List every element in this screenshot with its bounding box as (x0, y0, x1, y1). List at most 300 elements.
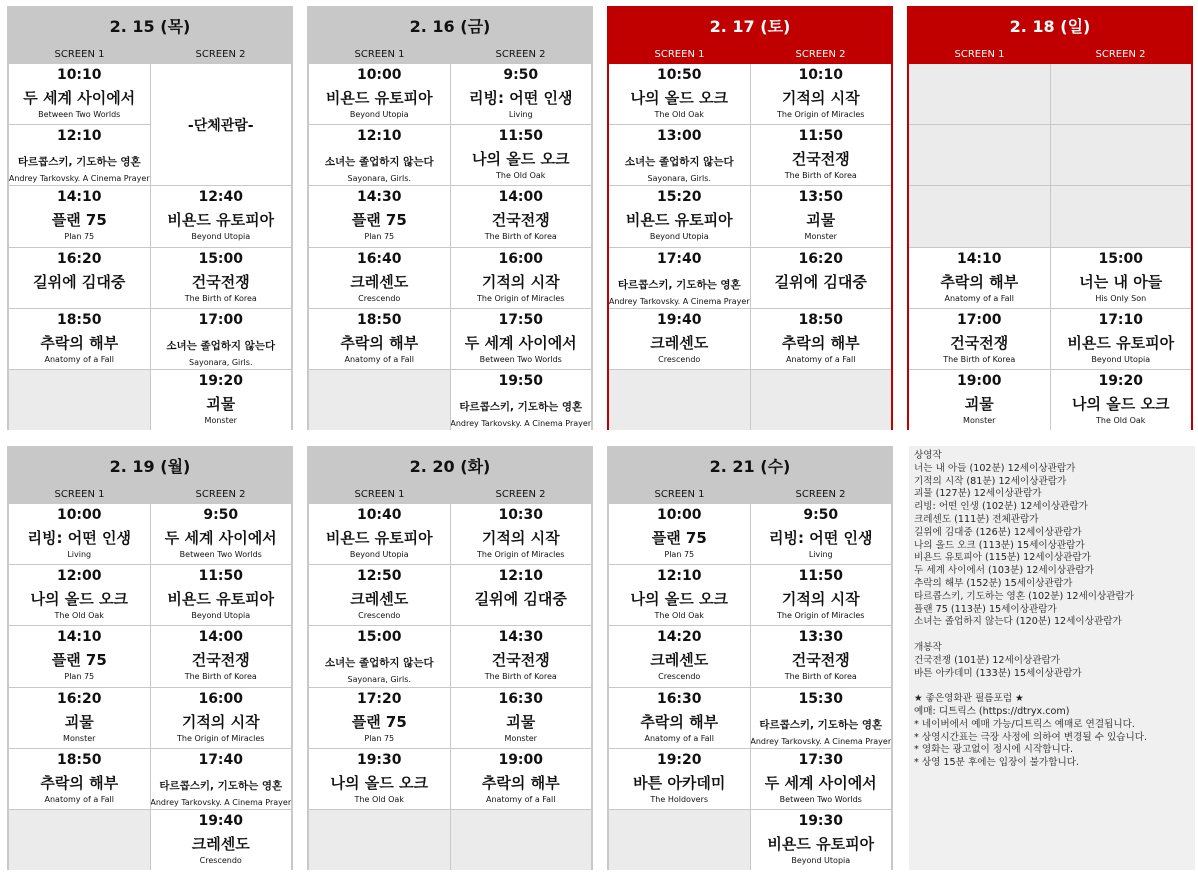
empty-slot (9, 810, 150, 870)
empty-slot (1051, 125, 1192, 185)
day-date: 2. 18 (일) (909, 8, 1191, 46)
film-title-korean: 플랜 75 (351, 712, 407, 731)
film-title-korean: 나의 올드 오크 (330, 773, 428, 792)
showtime: 10:30 (498, 507, 544, 523)
screening-slot (609, 688, 750, 748)
screening-slot (751, 64, 892, 124)
film-title-korean: 비욘드 유토피아 (625, 211, 733, 230)
screening-slot (9, 125, 150, 185)
screening-slot (9, 309, 150, 369)
showtime: 19:30 (798, 812, 844, 829)
screening-slot (751, 810, 892, 870)
screening-slot (751, 688, 892, 748)
film-title-korean: 건국전쟁 (191, 651, 250, 670)
film-title-english: The Origin of Miracles (777, 611, 865, 621)
opening-heading: 개봉작 (914, 641, 942, 653)
film-title-english: Andrey Tarkovsky. A Cinema Prayer (450, 418, 591, 428)
showtime: 12:10 (56, 128, 102, 145)
screening-slot (9, 504, 150, 564)
film-title-korean: 괴물 (964, 394, 994, 413)
showtime: 19:20 (656, 751, 702, 768)
screen-1-label: SCREEN 1 (354, 49, 405, 60)
film-title-korean: 크레센도 (650, 333, 709, 352)
screening-slot (309, 565, 450, 625)
film-title-korean: 추락의 해부 (40, 333, 119, 352)
screening-slot (309, 749, 450, 809)
showtime: 9:50 (803, 507, 839, 523)
screening-slot (9, 688, 150, 748)
screen-header (609, 486, 891, 504)
film-title-english: Anatomy of a Fall (44, 354, 114, 364)
film-title-korean: 추락의 해부 (40, 773, 119, 792)
screening-slot (9, 186, 150, 246)
screening-slot (9, 64, 150, 124)
screen-header (9, 486, 291, 504)
film-title-korean: 플랜 75 (51, 211, 107, 230)
showtime: 10:00 (56, 507, 102, 523)
screen-1-label: SCREEN 1 (654, 49, 705, 60)
screening-slot (309, 248, 450, 308)
film-title-korean: 기적의 시작 (781, 590, 860, 609)
showtime: 13:30 (798, 629, 844, 646)
film-title-korean: 타르콥스키, 기도하는 영혼 (759, 718, 883, 731)
empty-slot (609, 810, 750, 870)
empty-slot (909, 64, 1050, 124)
showtime: 16:40 (356, 250, 402, 267)
film-title-english: The Origin of Miracles (477, 293, 565, 303)
film-title-english: The Old Oak (354, 794, 404, 804)
showtime: 16:30 (656, 690, 702, 707)
screening-slot (151, 504, 292, 564)
showtime: 14:00 (198, 629, 244, 646)
film-title-english: Beyond Utopia (1091, 354, 1151, 364)
film-title-korean: 리빙: 어떤 인생 (27, 529, 131, 547)
schedule-grid (609, 504, 891, 870)
showtime: 16:00 (198, 690, 244, 707)
screening-slot (609, 504, 750, 564)
showtime: 19:40 (656, 311, 702, 328)
screening-slot (751, 504, 892, 564)
showtime: 18:50 (56, 311, 102, 328)
film-title-korean: 추락의 해부 (940, 272, 1019, 291)
now-showing-list (914, 463, 1190, 629)
screening-slot (609, 309, 750, 369)
now-showing-item: 크레센도 (111분) 전체관람가 (914, 513, 1039, 525)
film-title-english: Beyond Utopia (191, 232, 251, 242)
film-title-korean: 크레센도 (350, 272, 409, 291)
film-title-english: Anatomy of a Fall (786, 354, 856, 364)
empty-slot (1051, 186, 1192, 246)
screen-1-label: SCREEN 1 (654, 489, 705, 500)
showtime: 10:10 (56, 67, 102, 83)
film-title-korean: 너는 내 아들 (1079, 272, 1163, 291)
showtime: 18:50 (56, 751, 102, 768)
showtime: 19:20 (198, 372, 244, 389)
film-title-korean: 나의 올드 오크 (630, 590, 728, 609)
screen-header (909, 46, 1191, 64)
film-title-korean: 추락의 해부 (781, 333, 860, 352)
film-title-korean: 두 세계 사이에서 (764, 773, 877, 792)
screening-slot (609, 125, 750, 185)
film-title-english: Crescendo (358, 293, 401, 303)
film-title-english: The Origin of Miracles (777, 110, 865, 119)
film-title-korean: 소녀는 졸업하지 않는다 (324, 156, 434, 169)
film-title-korean: 소녀는 졸업하지 않는다 (624, 156, 734, 169)
showtime: 11:50 (498, 128, 544, 145)
showtime: 14:10 (56, 629, 102, 646)
film-title-english: Plan 75 (664, 550, 695, 559)
showtime: 12:10 (356, 128, 402, 145)
screen-header (609, 46, 891, 64)
now-showing-item: 비욘드 유토피아 (115분) 12세이상관람가 (914, 552, 1091, 564)
now-showing-item: 기적의 시작 (81분) 12세이상관람가 (914, 475, 1067, 487)
film-title-korean: 괴물 (64, 712, 94, 731)
film-title-english: The Holdovers (650, 794, 709, 804)
screening-slot (451, 688, 592, 748)
film-title-english: Living (808, 550, 833, 559)
showtime: 10:00 (356, 67, 402, 83)
showtime: 12:10 (656, 568, 702, 585)
empty-slot (451, 810, 592, 870)
empty-slot (751, 370, 892, 430)
screening-slot (309, 626, 450, 686)
film-title-english: Beyond Utopia (649, 232, 709, 242)
showtime: 16:00 (498, 250, 544, 267)
screen-2-label: SCREEN 2 (795, 49, 846, 60)
showtime: 13:50 (798, 189, 844, 206)
film-title-english: Anatomy of a Fall (944, 293, 1014, 303)
showtime: 19:20 (1098, 372, 1144, 389)
showtime: 10:40 (356, 507, 402, 523)
showtime: 17:00 (956, 311, 1002, 328)
screening-slot (451, 125, 592, 185)
film-title-korean: 두 세계 사이에서 (464, 333, 577, 352)
screening-slot (609, 248, 750, 308)
notice-line: * 영화는 광고없이 정시에 시작합니다. (914, 744, 1074, 756)
screen-2-label: SCREEN 2 (495, 49, 546, 60)
screening-slot (9, 565, 150, 625)
day-date: 2. 21 (수) (609, 448, 891, 486)
film-title-english: Anatomy of a Fall (486, 794, 556, 804)
film-title-korean: 길위에 김대중 (33, 272, 126, 291)
showtime: 19:40 (198, 812, 244, 829)
film-title-korean: 기적의 시작 (481, 529, 560, 547)
screening-slot (1051, 309, 1192, 369)
film-title-english: Andrey Tarkovsky. A Cinema Prayer (150, 797, 291, 807)
screen-1-label: SCREEN 1 (54, 49, 105, 60)
screening-slot (609, 565, 750, 625)
screen-2-label: SCREEN 2 (195, 489, 246, 500)
day-date: 2. 16 (금) (309, 8, 591, 46)
film-title-english: Andrey Tarkovsky. A Cinema Prayer (609, 296, 750, 306)
screening-slot (909, 370, 1050, 430)
screening-slot (151, 370, 292, 430)
opening-list (914, 655, 1190, 681)
opening-item: 건국전쟁 (101분) 12세이상관람가 (914, 654, 1061, 666)
film-title-english: Beyond Utopia (791, 855, 851, 865)
day-date: 2. 15 (목) (9, 8, 291, 46)
film-title-english: Between Two Worlds (38, 110, 121, 119)
now-showing-item: 두 세계 사이에서 (103분) 12세이상관람가 (914, 565, 1094, 577)
film-title-english: The Old Oak (496, 171, 546, 181)
film-title-english: Beyond Utopia (191, 611, 251, 621)
notice-line: * 네이버에서 예매 가능/디트릭스 예매로 연결됩니다. (914, 718, 1135, 730)
film-title-english: Plan 75 (364, 733, 395, 743)
film-title-korean: 기적의 시작 (181, 712, 260, 731)
film-title-english: Plan 75 (64, 232, 95, 242)
film-title-korean: 비욘드 유토피아 (325, 89, 433, 107)
showtime: 9:50 (503, 67, 539, 83)
film-title-korean: 건국전쟁 (191, 272, 250, 291)
film-title-korean: 나의 올드 오크 (630, 89, 728, 107)
showtime: 15:20 (656, 189, 702, 206)
now-showing-heading: 상영작 (914, 450, 942, 461)
screening-slot (451, 626, 592, 686)
notes-list (914, 693, 1190, 770)
showtime: 19:50 (498, 372, 544, 389)
film-title-english: Living (67, 550, 92, 559)
film-title-english: Crescendo (358, 611, 401, 621)
screening-slot (151, 186, 292, 246)
film-title-english: His Only Son (1095, 293, 1147, 303)
screen-1-label: SCREEN 1 (954, 49, 1005, 60)
film-title-korean: 크레센도 (191, 834, 250, 853)
showtime: 18:50 (356, 311, 402, 328)
schedule-grid (309, 504, 591, 870)
screening-slot (151, 248, 292, 308)
screening-slot (151, 626, 292, 686)
group-booking-label: -단체관람- (187, 117, 254, 134)
showtime: 15:30 (798, 690, 844, 707)
now-showing-item: 리빙: 어떤 인생 (102분) 12세이상관람가 (914, 501, 1088, 513)
showtime: 18:50 (798, 311, 844, 328)
showtime: 17:00 (198, 311, 244, 328)
film-title-korean: 플랜 75 (51, 651, 107, 670)
showtime: 17:20 (356, 690, 402, 707)
film-title-korean: 건국전쟁 (950, 333, 1009, 352)
film-title-korean: 기적의 시작 (781, 89, 860, 107)
showtime: 19:00 (498, 751, 544, 768)
empty-slot (909, 186, 1050, 246)
film-title-english: The Old Oak (54, 611, 104, 621)
screening-slot (751, 626, 892, 686)
screen-2-label: SCREEN 2 (1095, 49, 1146, 60)
now-showing-item: 추락의 해부 (152분) 15세이상관람가 (914, 577, 1073, 589)
film-title-english: Anatomy of a Fall (344, 354, 414, 364)
screening-slot (451, 186, 592, 246)
film-title-korean: 건국전쟁 (491, 211, 550, 230)
film-title-english: The Birth of Korea (484, 232, 557, 242)
film-title-english: The Birth of Korea (184, 672, 257, 682)
film-title-english: Beyond Utopia (349, 110, 409, 119)
empty-slot (1051, 64, 1192, 124)
screening-slot (609, 186, 750, 246)
showtime: 12:00 (56, 568, 102, 585)
now-showing-item: 길위에 김대중 (126분) 12세이상관람가 (914, 526, 1082, 538)
schedule-grid (609, 64, 891, 430)
group-booking-slot (151, 64, 292, 185)
day-date: 2. 19 (월) (9, 448, 291, 486)
showtime: 10:00 (656, 507, 702, 523)
screening-slot (451, 64, 592, 124)
film-title-korean: 두 세계 사이에서 (23, 89, 136, 107)
empty-slot (909, 125, 1050, 185)
film-title-english: The Old Oak (654, 611, 704, 621)
film-title-english: The Origin of Miracles (477, 550, 565, 559)
screen-1-label: SCREEN 1 (54, 489, 105, 500)
screening-slot (451, 565, 592, 625)
screening-slot (751, 565, 892, 625)
day-date: 2. 20 (화) (309, 448, 591, 486)
film-title-korean: 건국전쟁 (791, 150, 850, 169)
now-showing-item: 나의 올드 오크 (113분) 15세이상관람가 (914, 539, 1085, 551)
screening-slot (151, 810, 292, 870)
screening-slot (451, 504, 592, 564)
film-title-english: Monster (63, 733, 96, 743)
film-title-korean: 괴물 (206, 394, 236, 413)
now-showing-item: 괴물 (127분) 12세이상관람가 (914, 488, 1042, 500)
day-panel-0217 (607, 6, 893, 430)
showtime: 11:50 (798, 128, 844, 145)
now-showing-item: 타르콥스키, 기도하는 영혼 (102분) 12세이상관람가 (914, 590, 1135, 602)
showtime: 14:10 (56, 189, 102, 206)
showtime: 14:20 (656, 629, 702, 646)
film-title-english: Crescendo (658, 672, 701, 682)
showtime: 10:10 (798, 67, 844, 83)
day-panel-0218 (907, 6, 1193, 430)
showtime: 12:50 (356, 568, 402, 585)
film-title-english: Monster (963, 415, 996, 425)
showtime: 9:50 (203, 507, 239, 523)
showtime: 11:50 (198, 568, 244, 585)
film-title-english: The Birth of Korea (484, 672, 557, 682)
showtime: 17:30 (798, 751, 844, 768)
now-showing-item: 플랜 75 (113분) 15세이상관람가 (914, 603, 1057, 615)
film-title-korean: 비욘드 유토피아 (767, 834, 875, 853)
showtime: 19:30 (356, 751, 402, 768)
film-title-korean: 추락의 해부 (640, 712, 719, 731)
showtime: 16:20 (798, 250, 844, 267)
day-panel-0216 (307, 6, 593, 430)
film-title-korean: 괴물 (806, 211, 836, 230)
film-title-korean: 길위에 김대중 (774, 272, 867, 291)
screening-slot (451, 749, 592, 809)
film-title-korean: 바튼 아카데미 (633, 773, 726, 792)
film-title-english: Sayonara, Girls. (188, 357, 253, 367)
screening-slot (751, 248, 892, 308)
film-title-english: Sayonara, Girls. (647, 174, 711, 184)
film-title-english: Crescendo (199, 855, 242, 865)
screening-slot (151, 309, 292, 369)
film-title-english: Between Two Worlds (779, 794, 862, 804)
screening-slot (9, 626, 150, 686)
showtime: 14:10 (956, 250, 1002, 267)
notice-line: * 상영시간표는 극장 사정에 의하여 변경될 수 있습니다. (914, 731, 1148, 743)
film-title-korean: 추락의 해부 (481, 773, 560, 792)
empty-slot (609, 370, 750, 430)
film-title-english: Monster (804, 232, 837, 242)
film-title-korean: 타르콥스키, 기도하는 영혼 (17, 156, 141, 169)
schedule-grid (909, 64, 1191, 430)
screen-header (9, 46, 291, 64)
now-showing-item: 너는 내 아들 (102분) 12세이상관람가 (914, 462, 1076, 474)
showtime: 15:00 (1098, 250, 1144, 267)
film-title-english: The Origin of Miracles (177, 733, 265, 743)
film-title-korean: 타르콥스키, 기도하는 영혼 (159, 779, 283, 792)
film-title-english: Monster (204, 415, 237, 425)
film-title-korean: 소녀는 졸업하지 않는다 (166, 339, 276, 352)
showtime: 17:10 (1098, 311, 1144, 328)
film-title-korean: 비욘드 유토피아 (1067, 333, 1175, 352)
day-panel-0221 (607, 446, 893, 870)
screening-slot (751, 749, 892, 809)
film-title-korean: 크레센도 (350, 590, 409, 609)
film-title-english: Living (508, 110, 533, 119)
now-showing-item: 소녀는 졸업하지 않는다 (120분) 12세이상관람가 (914, 616, 1122, 628)
film-title-korean: 리빙: 어떤 인생 (769, 529, 873, 547)
screening-slot (309, 125, 450, 185)
film-title-english: The Old Oak (1096, 415, 1146, 425)
film-title-korean: 나의 올드 오크 (472, 150, 570, 169)
film-title-korean: 플랜 75 (651, 529, 707, 547)
screening-slot (609, 626, 750, 686)
showtime: 12:40 (198, 189, 244, 206)
screening-slot (609, 64, 750, 124)
day-panel-0219 (7, 446, 293, 870)
film-title-korean: 두 세계 사이에서 (164, 529, 277, 547)
showtime: 10:50 (656, 67, 702, 83)
day-panel-0220 (307, 446, 593, 870)
screening-slot (151, 688, 292, 748)
screening-slot (309, 688, 450, 748)
film-title-korean: 소녀는 졸업하지 않는다 (324, 657, 434, 670)
film-title-korean: 타르콥스키, 기도하는 영혼 (617, 278, 741, 291)
film-title-korean: 건국전쟁 (791, 651, 850, 670)
screening-slot (151, 749, 292, 809)
film-title-english: Anatomy of a Fall (44, 794, 114, 804)
film-title-english: Plan 75 (64, 672, 95, 682)
showtime: 17:40 (198, 751, 244, 768)
film-title-english: Plan 75 (364, 232, 395, 242)
film-title-english: The Old Oak (654, 110, 704, 119)
film-title-english: Andrey Tarkovsky. A Cinema Prayer (9, 174, 150, 184)
schedule-grid (309, 64, 591, 430)
screening-slot (1051, 370, 1192, 430)
film-title-english: Andrey Tarkovsky. A Cinema Prayer (750, 736, 891, 746)
screening-slot (751, 125, 892, 185)
empty-slot (309, 370, 450, 430)
showtime: 12:10 (498, 568, 544, 585)
screening-slot (309, 64, 450, 124)
film-title-korean: 추락의 해부 (340, 333, 419, 352)
screening-slot (309, 504, 450, 564)
screening-slot (909, 248, 1050, 308)
schedule-grid (9, 64, 291, 430)
film-title-english: Beyond Utopia (349, 550, 409, 559)
film-title-korean: 길위에 김대중 (474, 590, 567, 609)
film-title-korean: 타르콥스키, 기도하는 영혼 (459, 400, 583, 413)
film-title-english: The Birth of Korea (784, 672, 857, 682)
showtime: 15:00 (356, 629, 402, 646)
empty-slot (9, 370, 150, 430)
showtime: 15:00 (198, 250, 244, 267)
film-title-korean: 비욘드 유토피아 (167, 211, 275, 230)
screening-slot (309, 186, 450, 246)
film-title-korean: 비욘드 유토피아 (325, 529, 433, 547)
screen-1-label: SCREEN 1 (354, 489, 405, 500)
screening-slot (609, 749, 750, 809)
screen-header (309, 486, 591, 504)
